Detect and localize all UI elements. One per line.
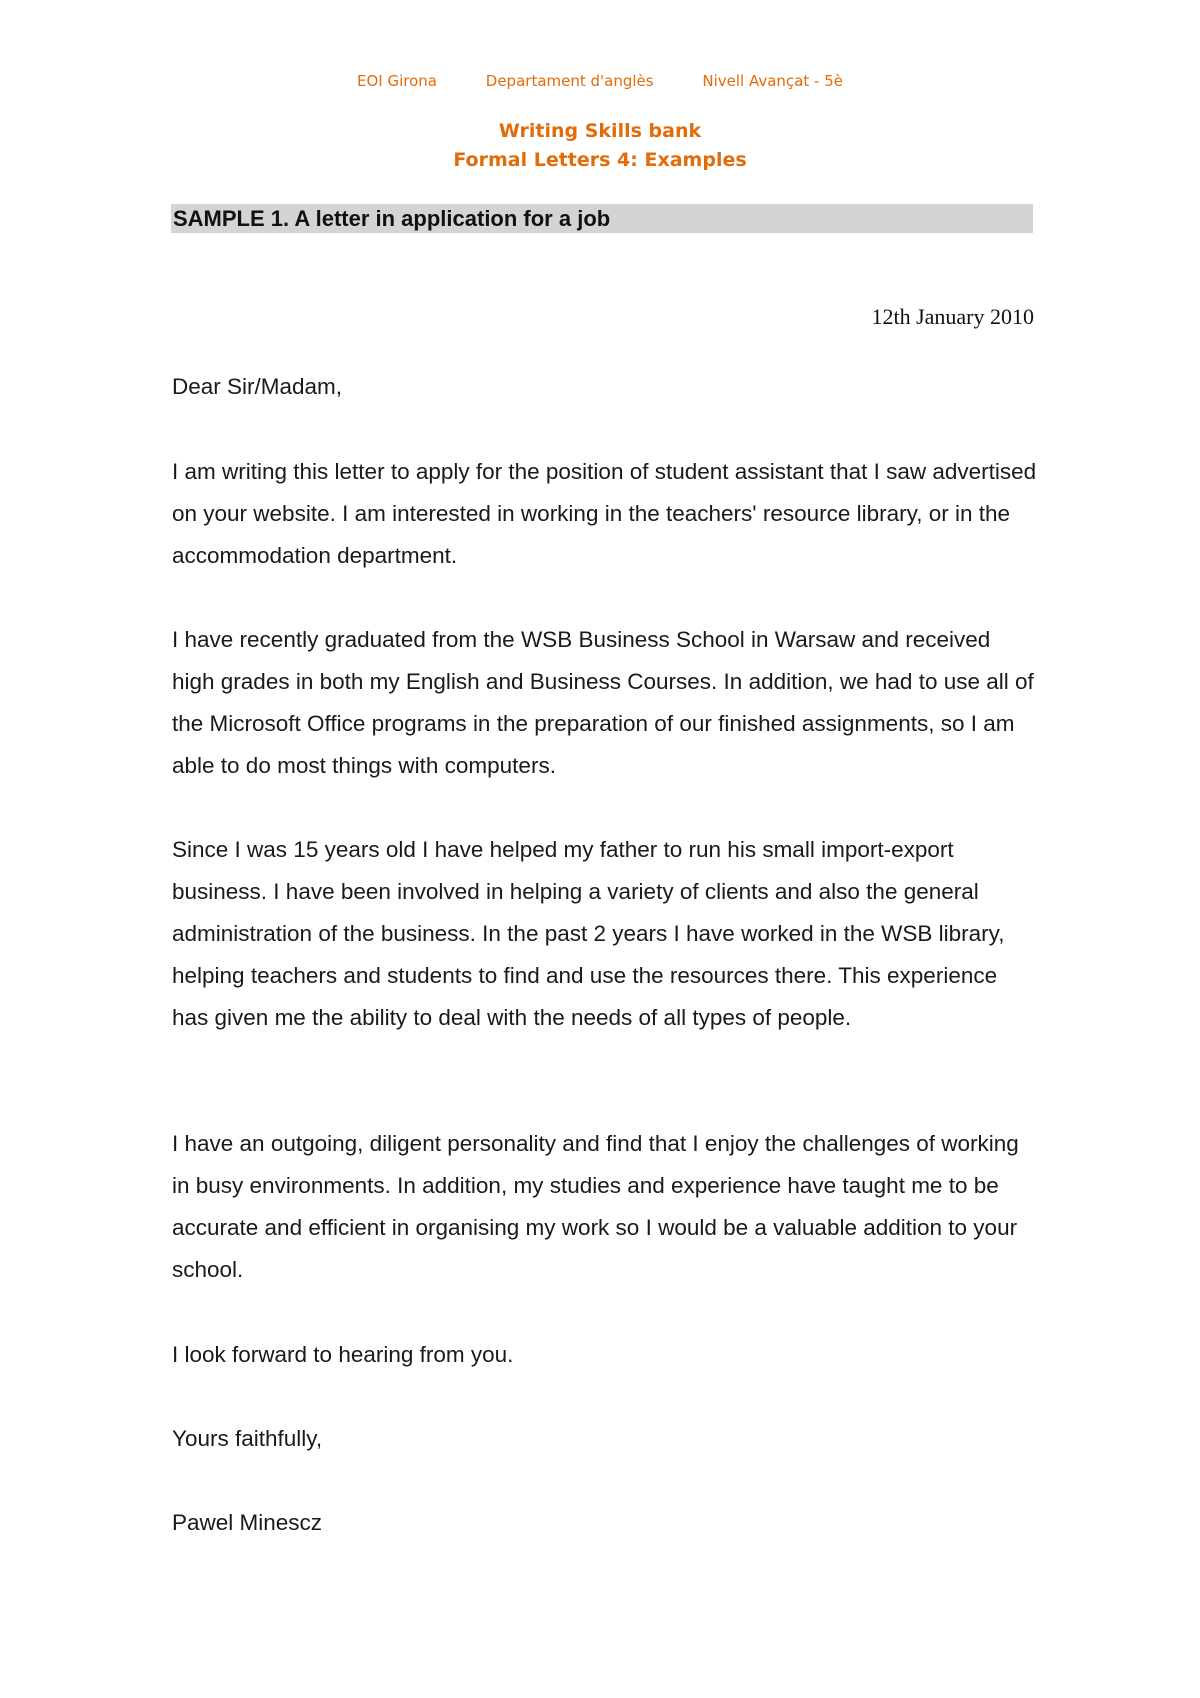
sample-heading: SAMPLE 1. A letter in application for a job	[171, 204, 1033, 233]
document-subtitle: Formal Letters 4: Examples	[453, 149, 747, 171]
letter-paragraph-3: Since I was 15 years old I have helped my father to run his small import-export business. I have been involved in helping a variety of clients and also the general administration of the business. In the past 2 years I have worked in the WSB library, helping teachers and students to find and use the resources there. This experience has given me the ability to deal with the needs of all types of people.	[172, 837, 1005, 1030]
document-title: Writing Skills bank	[498, 120, 702, 142]
letter-date: 12th January 2010	[871, 304, 1034, 329]
letter-paragraph-4: I have an outgoing, diligent personality and find that I enjoy the challenges of working in busy environments. In addition, my studies and experience have taught me to be accurate and efficient in organising my work so I would be a valuable addition to your school.	[172, 1131, 1019, 1282]
header-school: EOI Girona	[357, 72, 437, 90]
header-department: Departament d'anglès	[485, 72, 654, 90]
letter-signature: Pawel Minescz	[172, 1510, 323, 1535]
letter-paragraph-2: I have recently graduated from the WSB Business School in Warsaw and received high grades in both my English and Business Courses. In addition, we had to use all of the Microsoft Office programs in the preparation of our finished assignments, so I am able to do most things with computers.	[172, 627, 1034, 778]
header-level: Nivell Avançat - 5è	[702, 72, 843, 90]
letter-salutation: Dear Sir/Madam,	[172, 374, 343, 399]
letter-sign-off: Yours faithfully,	[172, 1426, 323, 1451]
document-header	[0, 72, 1200, 90]
letter-paragraph-1: I am writing this letter to apply for the position of student assistant that I saw advertised on your website. I am interested in working in the teachers' resource library, or in the accommodation department.	[172, 459, 1037, 568]
letter-closing-line: I look forward to hearing from you.	[172, 1342, 514, 1367]
